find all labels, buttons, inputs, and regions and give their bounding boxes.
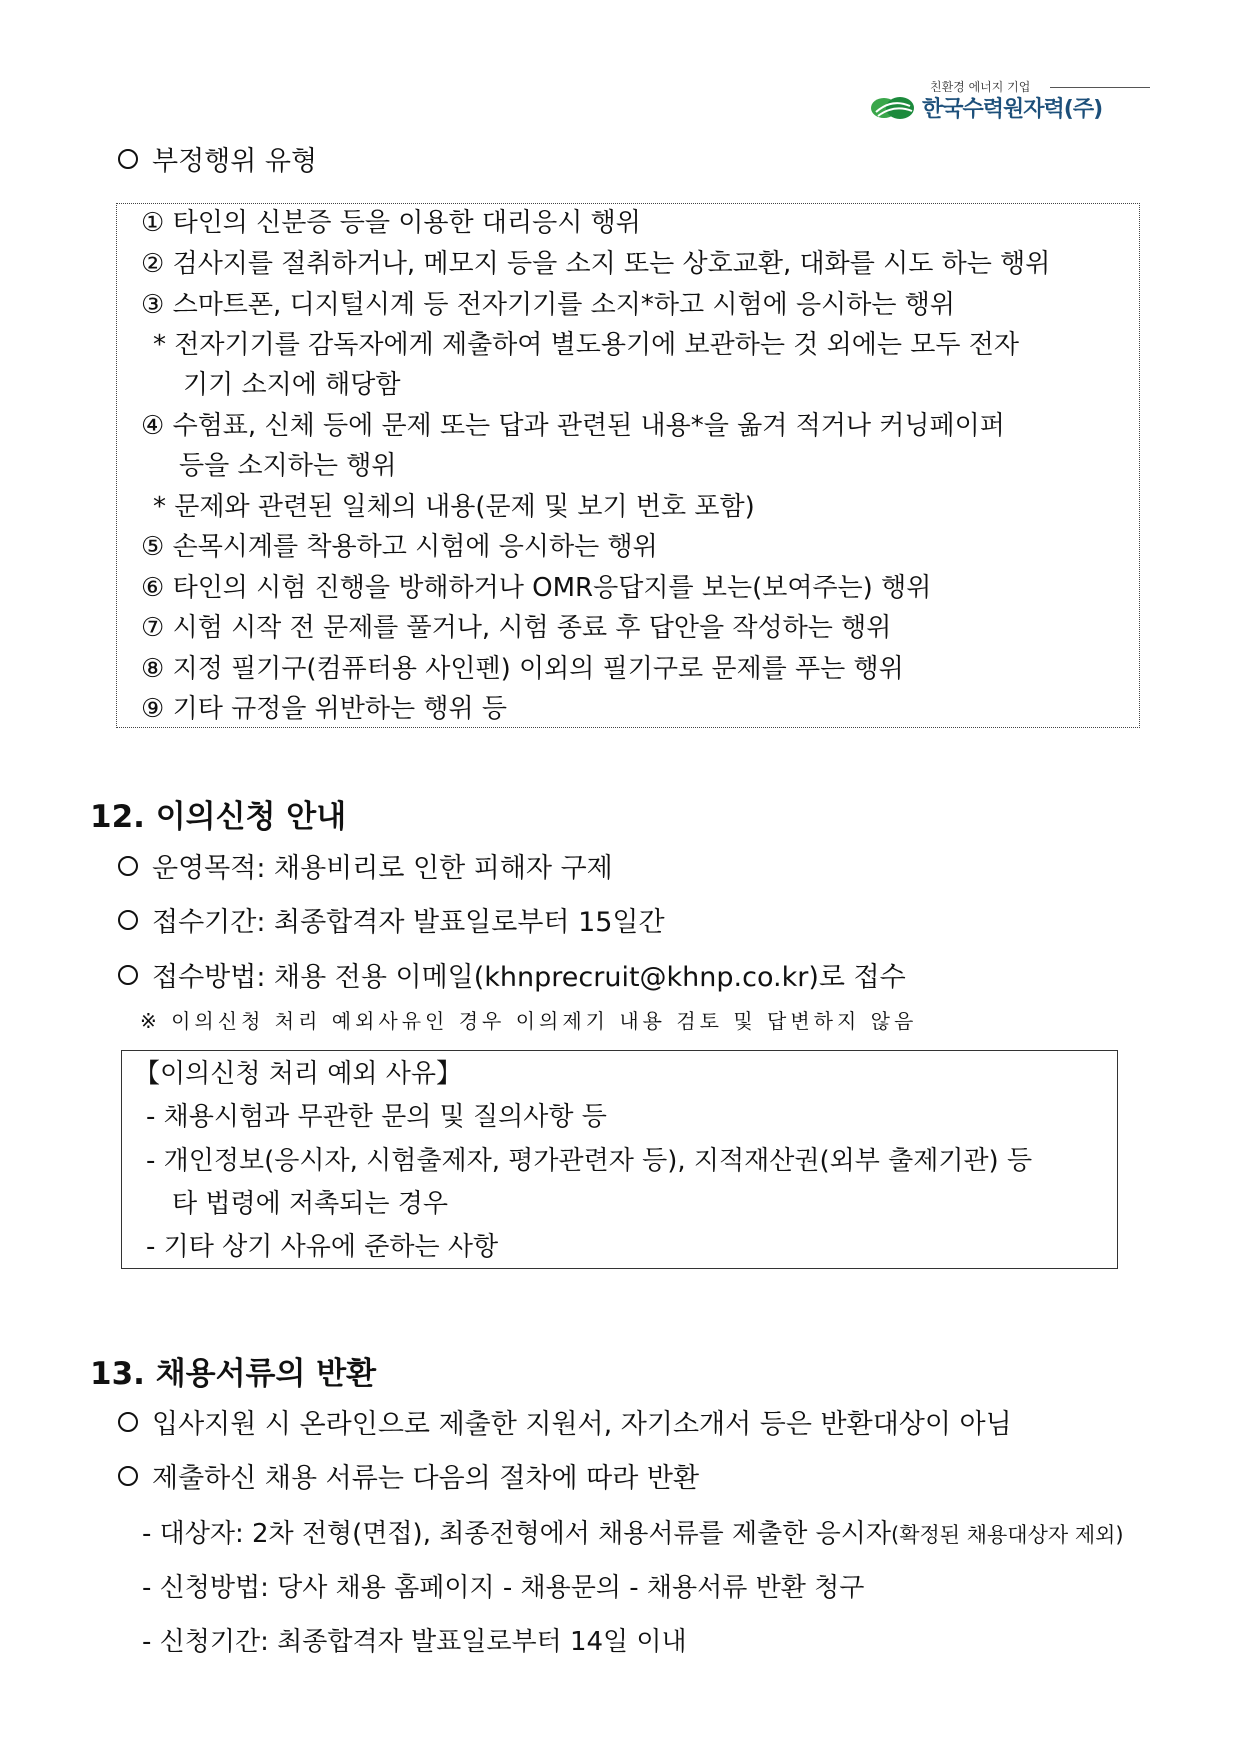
logo-name: 한국수력원자력(주) [922,97,1103,122]
fraud-item-note: * 문제와 관련된 일체의 내용(문제 및 보기 번호 포함) [153,492,755,522]
circle-bullet-icon [118,1466,138,1486]
s13-sub-item [142,1517,1124,1552]
s13-bullet [118,1461,699,1497]
s13-sub-item: - 신청기간: 최종합격자 발표일로부터 14일 이내 [142,1627,687,1657]
exception-item: - 개인정보(응시자, 시험출제자, 평가관련자 등), 지적재산권(외부 출제기관) 등 [146,1146,1033,1176]
s12-note: ※ 이의신청 처리 예외사유인 경우 이의제기 내용 검토 및 답변하지 않음 [140,1009,918,1033]
logo-tagline: 친환경 에너지 기업 [930,80,1031,94]
s12-bullet [118,851,613,887]
fraud-item: ② 검사지를 절취하거나, 메모지 등을 소지 또는 상호교환, 대화를 시도 하는 행위 [141,249,1051,279]
s13-bullet [118,1407,1012,1443]
circle-bullet-icon [118,149,138,169]
circle-bullet-icon [118,856,138,876]
company-logo [870,78,1160,128]
fraud-item-note: * 전자기기를 감독자에게 제출하여 별도용기에 보관하는 것 외에는 모두 전자 [153,330,1019,360]
s13-sub-item: - 신청방법: 당사 채용 홈페이지 - 채용문의 - 채용서류 반환 청구 [142,1573,865,1603]
s13-sub-item-text: - 대상자: 2차 전형(면접), 최종전형에서 채용서류를 제출한 응시자 [142,1519,891,1549]
fraud-types-box [116,203,1140,728]
s12-bullet-text: 운영목적: 채용비리로 인한 피해자 구제 [152,853,613,884]
fraud-item: ⑧ 지정 필기구(컴퓨터용 사인펜) 이외의 필기구로 문제를 푸는 행위 [141,654,904,684]
fraud-item: 등을 소지하는 행위 [179,451,397,481]
circle-bullet-icon [118,1412,138,1432]
fraud-item: ⑤ 손목시계를 착용하고 시험에 응시하는 행위 [141,532,658,562]
fraud-heading-text: 부정행위 유형 [152,146,318,177]
s12-bullet [118,905,665,941]
fraud-item: ① 타인의 신분증 등을 이용한 대리응시 행위 [141,208,641,238]
section-12-title: 12. 이의신청 안내 [90,799,347,835]
exception-item: 타 법령에 저촉되는 경우 [172,1189,448,1219]
leaf-logo-icon [870,94,916,122]
exception-box-title: 【이의신청 처리 예외 사유】 [134,1059,462,1089]
s12-bullet-text: 접수기간: 최종합격자 발표일로부터 15일간 [152,907,665,938]
circle-bullet-icon [118,910,138,930]
s13-bullet-text: 제출하신 채용 서류는 다음의 절차에 따라 반환 [152,1463,700,1494]
exception-item: - 채용시험과 무관한 문의 및 질의사항 등 [146,1102,607,1132]
exception-box [121,1050,1118,1269]
fraud-item: ⑥ 타인의 시험 진행을 방해하거나 OMR응답지를 보는(보여주는) 행위 [141,573,932,603]
fraud-item: ③ 스마트폰, 디지털시계 등 전자기기를 소지*하고 시험에 응시하는 행위 [141,290,955,320]
fraud-item: ⑨ 기타 규정을 위반하는 행위 등 [141,694,508,724]
s12-bullet [118,960,906,996]
section-13-title: 13. 채용서류의 반환 [90,1356,377,1392]
logo-divider [1050,87,1150,88]
s13-bullet-text: 입사지원 시 온라인으로 제출한 지원서, 자기소개서 등은 반환대상이 아님 [152,1409,1012,1440]
fraud-item-note: 기기 소지에 해당함 [183,370,401,400]
fraud-item: ⑦ 시험 시작 전 문제를 풀거나, 시험 종료 후 답안을 작성하는 행위 [141,613,892,643]
s13-sub-item-small: (확정된 채용대상자 제외) [891,1523,1124,1547]
fraud-item: ④ 수험표, 신체 등에 문제 또는 답과 관련된 내용*을 옮겨 적거나 커닝페이퍼 [141,411,1005,441]
circle-bullet-icon [118,965,138,985]
exception-item: - 기타 상기 사유에 준하는 사항 [146,1232,499,1262]
s12-bullet-text: 접수방법: 채용 전용 이메일(khnprecruit@khnp.co.kr)로 접수 [152,962,906,993]
fraud-heading [118,144,317,180]
